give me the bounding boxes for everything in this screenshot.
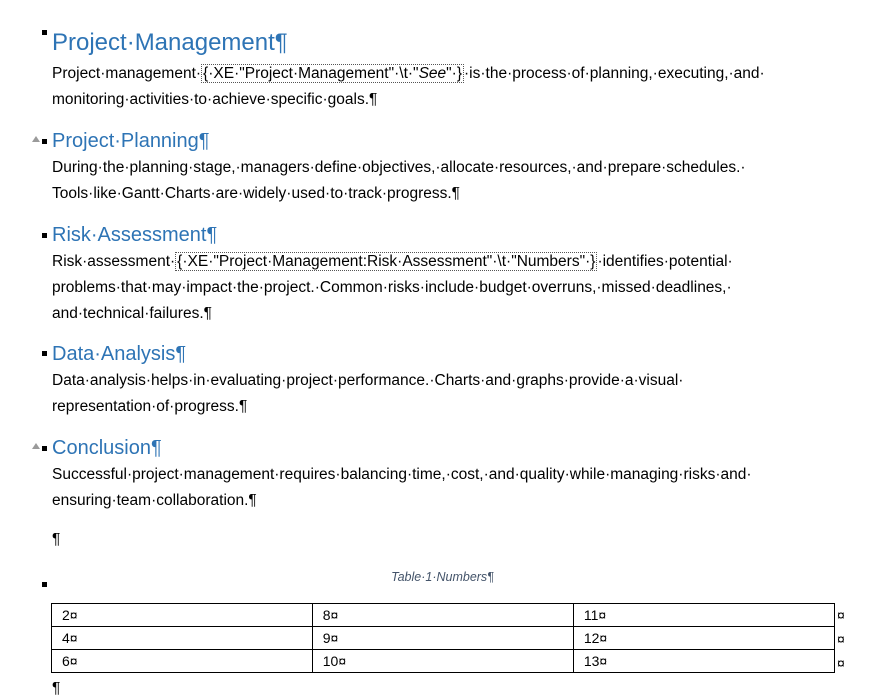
table-cell[interactable]: 10¤ — [312, 650, 573, 673]
table-cell[interactable]: 12¤ — [573, 627, 834, 650]
paragraph-marker — [42, 233, 47, 238]
table-row — [52, 604, 835, 627]
paragraph-line: During·the·planning·stage,·managers·define·objectives,·allocate·resources,·and·prepare·schedules.· — [52, 159, 746, 176]
intro-line-1: Project·management· {·XE·"Project·Management"·\t·"See"·} ·is·the·process·of·planning,·executing,·and· — [52, 65, 765, 82]
paragraph-marker — [42, 446, 47, 451]
paragraph-line: and·technical·failures.¶ — [52, 305, 212, 322]
table-row — [52, 650, 835, 673]
table-cell[interactable]: 9¤ — [312, 627, 573, 650]
paragraph-marker — [42, 139, 47, 144]
collapse-arrow-icon[interactable] — [32, 136, 40, 142]
table-cell[interactable]: 2¤ — [52, 604, 313, 627]
empty-paragraph[interactable]: ¶ — [52, 531, 61, 548]
row-end-marker: ¤ — [837, 607, 845, 623]
document-title[interactable]: Project·Management¶ — [52, 29, 288, 56]
intro-paragraph[interactable] — [52, 61, 852, 113]
paragraph-line: ensuring·team·collaboration.¶ — [52, 492, 257, 509]
paragraph-line: Risk·assessment· {·XE·"Project·Management:Risk·Assessment"·\t·"Numbers"·} ·identifies·potential· — [52, 253, 733, 270]
table-cell[interactable]: 6¤ — [52, 650, 313, 673]
paragraph-line: Successful·project·management·requires·balancing·time,·cost,·and·quality·while·managing·risks·and· — [52, 466, 752, 483]
collapse-arrow-icon[interactable] — [32, 443, 40, 449]
numbers-table — [51, 603, 835, 673]
table-cell[interactable]: 8¤ — [312, 604, 573, 627]
xe-index-field[interactable]: {·XE·"Project·Management:Risk·Assessment"·\t·"Numbers"·} — [177, 253, 596, 270]
heading-conclusion[interactable]: Conclusion¶ — [52, 437, 162, 459]
final-paragraph[interactable]: ¶ — [52, 680, 61, 697]
row-end-marker: ¤ — [837, 631, 845, 647]
risk-assessment-paragraph[interactable] — [52, 249, 852, 327]
paragraph-line: representation·of·progress.¶ — [52, 398, 248, 415]
paragraph-line: Data·analysis·helps·in·evaluating·project·performance.·Charts·and·graphs·provide·a·visual· — [52, 372, 684, 389]
paragraph-line: Tools·like·Gantt·Charts·are·widely·used·to·track·progress.¶ — [52, 185, 460, 202]
intro-line-2: monitoring·activities·to·achieve·specific·goals.¶ — [52, 91, 378, 108]
project-planning-paragraph[interactable] — [52, 155, 852, 207]
table-cell[interactable]: 11¤ — [573, 604, 834, 627]
conclusion-paragraph[interactable] — [52, 462, 852, 514]
heading-data-analysis[interactable]: Data·Analysis¶ — [52, 343, 187, 365]
heading-risk-assessment[interactable]: Risk·Assessment¶ — [52, 224, 218, 246]
data-analysis-paragraph[interactable] — [52, 368, 852, 420]
xe-index-field[interactable]: {·XE·"Project·Management"·\t·"See"·} — [203, 65, 463, 82]
table-caption[interactable]: Table·1·Numbers¶ — [391, 570, 494, 584]
paragraph-line: problems·that·may·impact·the·project.·Common·risks·include·budget·overruns,·missed·deadlines,· — [52, 279, 732, 296]
row-end-marker: ¤ — [837, 655, 845, 671]
table-row — [52, 627, 835, 650]
table-cell[interactable]: 13¤ — [573, 650, 834, 673]
paragraph-marker — [42, 351, 47, 356]
heading-project-planning[interactable]: Project·Planning¶ — [52, 130, 210, 152]
table-cell[interactable]: 4¤ — [52, 627, 313, 650]
paragraph-marker — [42, 30, 47, 35]
